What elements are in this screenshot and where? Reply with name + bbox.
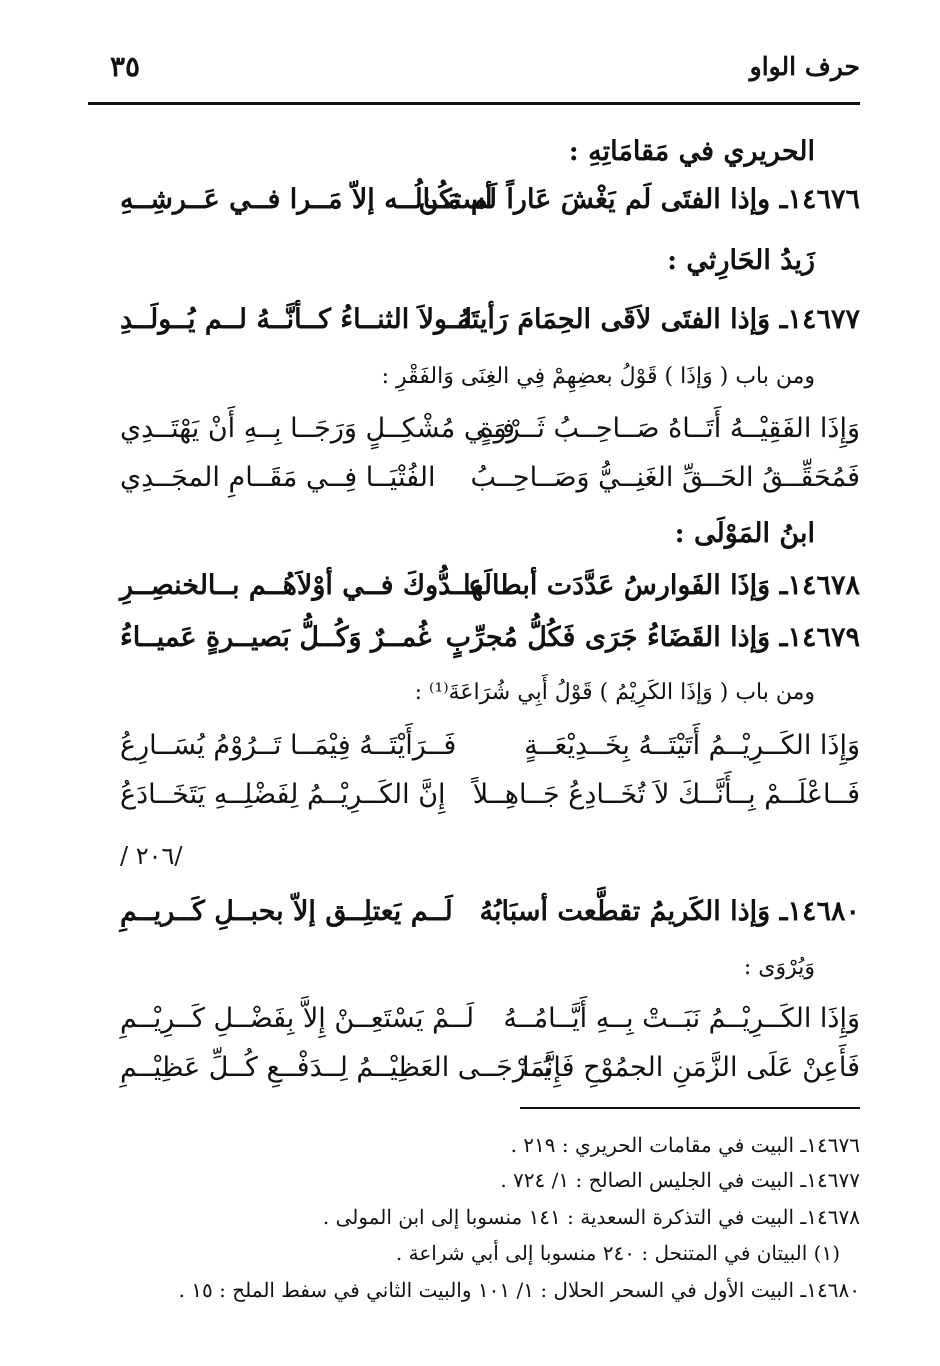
verse-second-hemistich: يُــرْجَــى العَظِيْــمُ لِــدَفْــعِ كُــلِّ عَظِيْــمِ	[120, 1052, 552, 1083]
verse-second-hemistich: عــدُّوكَ فــي أوْلاَهُــم بــالخنصِــرِ	[120, 570, 485, 601]
verse-first-hemistich: وَإِذَا الفَقِيْــهُ أَتَــاهُ صَــاحِــبُ ثَــرْوَةٍ	[479, 413, 860, 444]
verse-line	[120, 779, 860, 819]
section-heading: الحريري في مَقامَاتِهِ :	[568, 136, 815, 167]
section-heading: ابنُ المَوْلَى :	[674, 518, 815, 549]
footnote: (١) البيتان في المتنحل : ٢٤٠ منسوبا إلى أبي شراعة .	[395, 1241, 840, 1265]
prose-line: ومن باب ( وَإذَا الكَرِيْمُ ) قَوْلُ أَبِي شُرَاعَةَ⁽¹⁾ :	[414, 680, 815, 705]
footnote: ١٤٦٧٦ـ البيت في مقامات الحريري : ٢١٩ .	[510, 1133, 860, 1157]
section-heading: زَيدُ الحَارِثي :	[667, 245, 815, 276]
verse-line	[120, 1003, 860, 1043]
verse-line	[120, 1052, 860, 1092]
verse-second-hemistich: فَــرَأَيْتَــهُ فِيْمَــا تَــرُوْمُ يُسَــارِعُ	[120, 730, 457, 761]
verse-first-hemistich: ١٤٦٧٦ـ وإذا الفتَى لَم يَغْشَ عَاراً لَم تكُن	[418, 184, 860, 215]
verse-second-hemistich: غُمــرٌ وَكُــلُّ بَصيــرةٍ عَميــاءُ	[120, 622, 432, 653]
verse-line	[120, 622, 860, 662]
verse-first-hemistich: ١٤٦٧٩ـ وَإذا القَضَاءُ جَرَى فَكُلُّ مُجرِّبٍ	[445, 622, 860, 653]
prose-line: وَيُرْوَى :	[743, 955, 815, 980]
verse-first-hemistich: ١٤٦٨٠ـ وَإذا الكَريمُ تقطَّعت أسبَابُهُ	[479, 896, 860, 927]
verse-second-hemistich: لَــمْ يَسْتَعِــنْ إِلاَّ بِفَضْــلِ كَــرِيْــمِ	[120, 1003, 475, 1034]
verse-first-hemistich: فَــاعْلَــمْ بِــأَنَّــكَ لاَ تُخَــادِعُ جَــاهِــلاً	[472, 779, 860, 810]
verse-line	[120, 462, 860, 502]
page-reference: / ٢٠٦/	[120, 842, 183, 870]
verse-line	[120, 570, 860, 610]
running-header-title: حرف الواو	[749, 52, 860, 81]
prose-line: ومن باب ( وَإذَا ) قَوْلُ بعضِهِمْ فِي الغِنَى وَالفَقْرِ :	[381, 364, 815, 389]
verse-line	[120, 730, 860, 770]
verse-line	[120, 896, 860, 936]
verse-first-hemistich: وَإِذَا الكَــرِيْــمُ نَبَــتْ بِــهِ أَيَّــامُــهُ	[503, 1003, 860, 1034]
verse-line	[120, 184, 860, 224]
verse-second-hemistich: فِــي مُشْكِــلٍ وَرَجَــا بِــهِ أَنْ يَهْتَــدِي	[120, 413, 516, 444]
verse-second-hemistich: الفُتْيَــا فِــي مَقَــامِ المجَــدِي	[120, 462, 436, 493]
verse-line	[120, 304, 860, 344]
header-rule	[88, 102, 860, 105]
verse-line	[120, 413, 860, 453]
page-number: ٣٥	[110, 50, 141, 83]
footnote: ١٤٦٨٠ـ البيت الأول في السحر الحلال : ١/ ١٠١ والبيت الثاني في سفط الملح : ١٥ .	[178, 1278, 860, 1302]
verse-first-hemistich: وَإِذَا الكَــرِيْــمُ أَتَيْتَــهُ بِخَــدِيْعَــةٍ	[524, 730, 860, 761]
verse-first-hemistich: ١٤٦٧٧ـ وَإذا الفتَى لاَقَى الحِمَامَ رَأيتَهُ	[457, 304, 860, 335]
verse-second-hemistich: لَــم يَعتلِــق إلاّ بحبــلِ كَــريــمِ	[120, 896, 453, 927]
footnote: ١٤٦٧٨ـ البيت في التذكرة السعدية : ١٤١ منسوبا إلى ابن المولى .	[322, 1205, 860, 1229]
verse-first-hemistich: ١٤٦٧٨ـ وَإذَا الفَوارسُ عَدَّدَت أبطالَها	[463, 570, 860, 601]
footnote-rule	[520, 1107, 860, 1109]
verse-first-hemistich: فَمُحَقِّــقُ الحَــقِّ الغَنِــيُّ وَصَــاحِــبُ	[470, 462, 860, 493]
verse-second-hemistich: إِنَّ الكَــرِيْــمُ لِفَضْلِــهِ يَتَخَــادَعُ	[120, 779, 446, 810]
verse-second-hemistich: أسمَــالُــه إلاّ مَــرا فــي عَــرشِــهِ	[120, 184, 493, 215]
verse-first-hemistich: فَأَعِنْ عَلَى الزَّمَنِ الجمُوْحِ فَإِنَّمَا	[522, 1052, 860, 1083]
footnote: ١٤٦٧٧ـ البيت في الجليس الصالح : ١/ ٧٢٤ .	[500, 1168, 860, 1192]
verse-second-hemistich: لــولاَ الثنــاءُ كــأنَّــهُ لــم يُــولَــدِ	[120, 304, 472, 335]
